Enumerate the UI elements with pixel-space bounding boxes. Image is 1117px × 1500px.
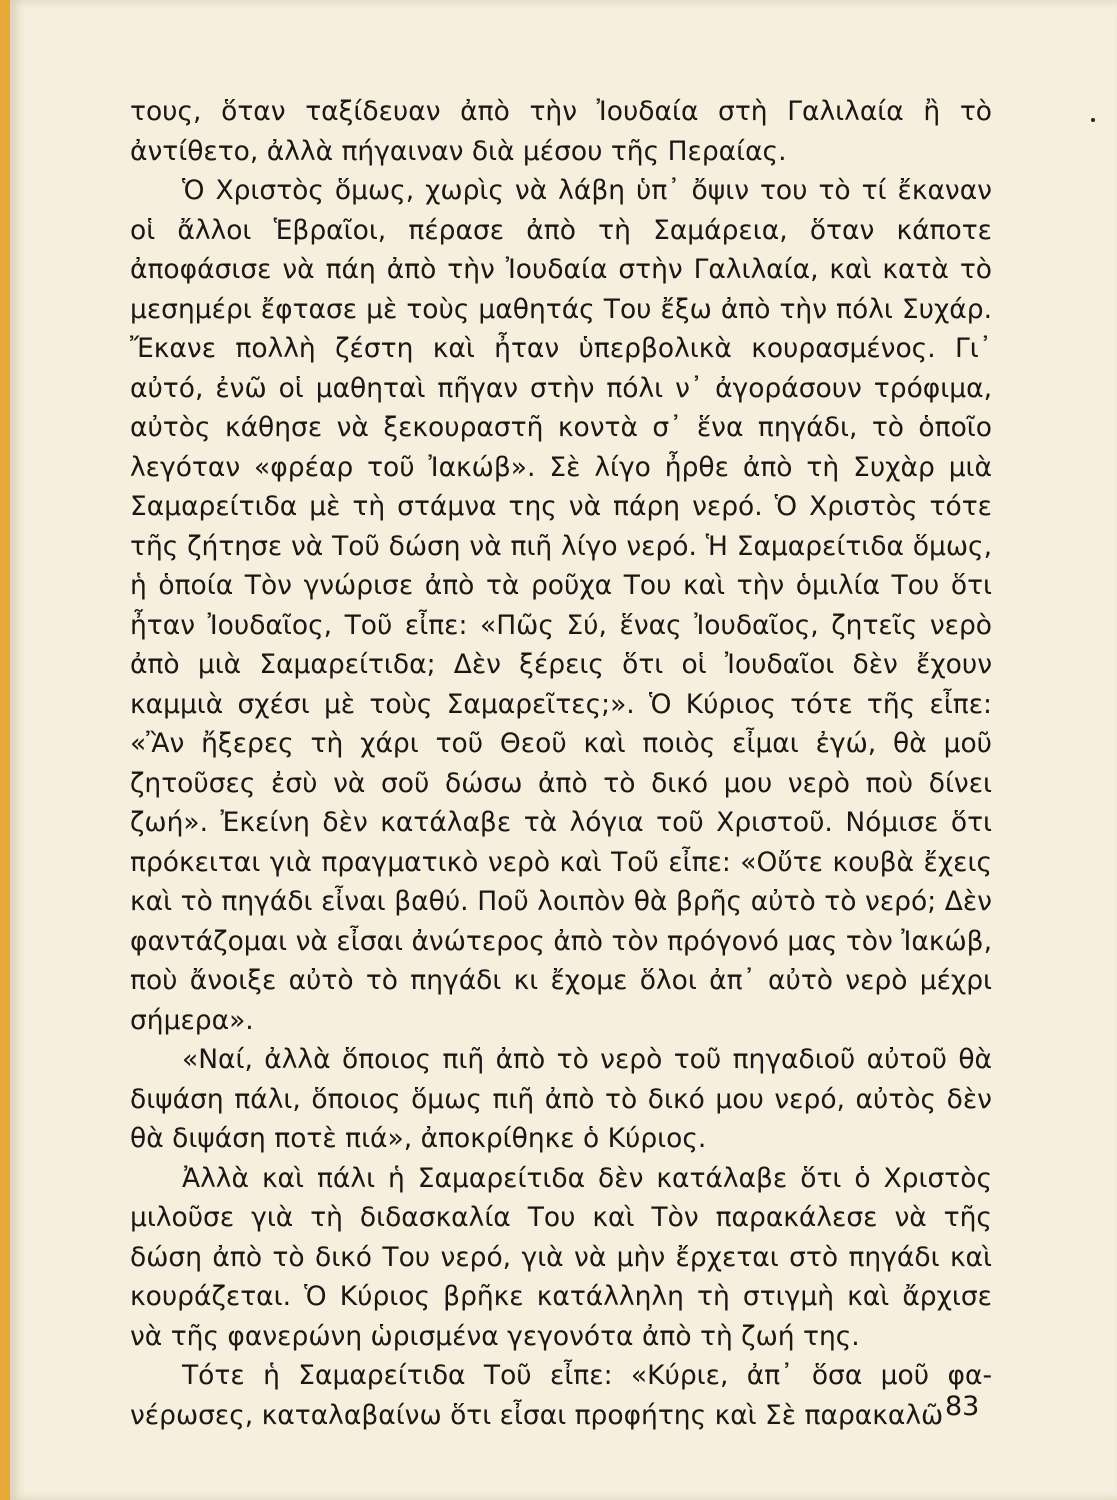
book-page xyxy=(10,0,1117,1500)
body-text xyxy=(130,92,992,1435)
paragraph-samaritan-prophet: Τότε ἡ Σαμαρείτιδα Τοῦ εἶπε: «Κύριε, ἀπ᾿ ὅσα μοῦ φανέρωσες, καταλαβαίνω ὅτι εἶσαι προφήτης καὶ Σὲ παρακαλῶ xyxy=(130,1360,992,1431)
page-number: 83 xyxy=(945,1391,980,1422)
paragraph-samaritan-misunderstands: Ἀλλὰ καὶ πάλι ἡ Σαμαρείτιδα δὲν κατάλαβε ὅτι ὁ Χριστὸς μιλοῦσε γιὰ τὴ διδασκαλία Του καὶ Τὸν παρακάλεσε νὰ τῆς δώση ἀπὸ τὸ δικό Του νερό, γιὰ νὰ μὴν ἔρχεται στὸ πηγάδι καὶ κουράζεται. Ὁ Κύριος βρῆκε κατάλληλη τὴ στιγμὴ καὶ ἄρχισε νὰ τῆς φανερώνη ὡρισμένα γεγονότα ἀπὸ τὴ ζωή της. xyxy=(130,1162,992,1352)
ink-speck xyxy=(1091,118,1095,122)
paragraph-lord-reply: «Ναί, ἀλλὰ ὅποιος πιῆ ἀπὸ τὸ νερὸ τοῦ πηγαδιοῦ αὐτοῦ θὰ διψάση πάλι, ὅποιος ὅμως πιῆ ἀπὸ τὸ δικό μου νερό, αὐτὸς δὲν θὰ διψάση ποτὲ πιά», ἀποκρίθηκε ὁ Κύριος. xyxy=(130,1044,992,1154)
paragraph-christ-samaria: Ὁ Χριστὸς ὅμως, χωρὶς νὰ λάβη ὑπ᾿ ὄψιν του τὸ τί ἔκαναν οἱ ἄλλοι Ἑβραῖοι, πέρασε ἀπὸ τὴ Σαμάρεια, ὅταν κάποτε ἀποφάσισε νὰ πάη ἀπὸ τὴν Ἰουδαία στὴν Γαλιλαία, καὶ κατὰ τὸ μεσημέρι ἔφτασε μὲ τοὺς μαθητάς Του ἔξω ἀπὸ τὴν πόλι Συχάρ. Ἔκανε πολλὴ ζέστη καὶ ἦταν ὑπερβολικὰ κουρασμένος. Γι᾿ αὐτό, ἐνῶ οἱ μαθηταὶ πῆγαν στὴν πόλι ν᾿ ἀγοράσουν τρόφιμα, αὐτὸς κάθησε νὰ ξεκουραστῆ κοντὰ σ᾿ ἕνα πηγάδι, τὸ ὁποῖο λεγόταν «φρέαρ τοῦ Ἰακώβ». Σὲ λίγο ἦρθε ἀπὸ τὴ Συχὰρ μιὰ Σαμαρείτιδα μὲ τὴ στάμνα της νὰ πάρη νερό. Ὁ Χριστὸς τότε τῆς ζήτησε νὰ Τοῦ δώση νὰ πιῆ λίγο νερό. Ἡ Σαμαρείτιδα ὅμως, ἡ ὁποία Τὸν γνώρισε ἀπὸ τὰ ροῦχα Του καὶ τὴν ὁμιλία Του ὅτι ἦταν Ἰουδαῖος, Τοῦ εἶπε: «Πῶς Σύ, ἕνας Ἰουδαῖος, ζητεῖς νερὸ ἀπὸ μιὰ Σαμαρείτιδα; Δὲν ξέρεις ὅτι οἱ Ἰουδαῖοι δὲν ἔχουν καμμιὰ σχέσι μὲ τοὺς Σαμαρεῖτες;». Ὁ Κύριος τότε τῆς εἶπε: «Ἂν ἤξερες τὴ χάρι τοῦ Θεοῦ καὶ ποιὸς εἶμαι ἐγώ, θὰ μοῦ ζητοῦσες ἐσὺ νὰ σοῦ δώσω ἀπὸ τὸ δικό μου νερὸ ποὺ δίνει ζωή». Ἐκείνη δὲν κατάλαβε τὰ λόγια τοῦ Χριστοῦ. Νόμισε ὅτι πρόκειται γιὰ πραγματικὸ νερὸ καὶ Τοῦ εἶπε: «Οὔτε κουβὰ ἔχεις καὶ τὸ πηγάδι εἶναι βαθύ. Ποῦ λοιπὸν θὰ βρῆς αὐτὸ τὸ νερό; Δὲν φαντάζομαι νὰ εἶσαι ἀνώτερος ἀπὸ τὸν πρόγονό μας τὸν Ἰακώβ, ποὺ ἄνοιξε αὐτὸ τὸ πηγάδι κι ἔχομε ὅλοι ἀπ᾿ αὐτὸ νερὸ μέχρι σήμερα». xyxy=(130,175,992,1036)
paragraph-continuation: τους, ὅταν ταξίδευαν ἀπὸ τὴν Ἰουδαία στὴ Γαλιλαία ἢ τὸ ἀντίθετο, ἀλλὰ πήγαιναν διὰ μέσου τῆς Περαίας. xyxy=(130,96,992,167)
